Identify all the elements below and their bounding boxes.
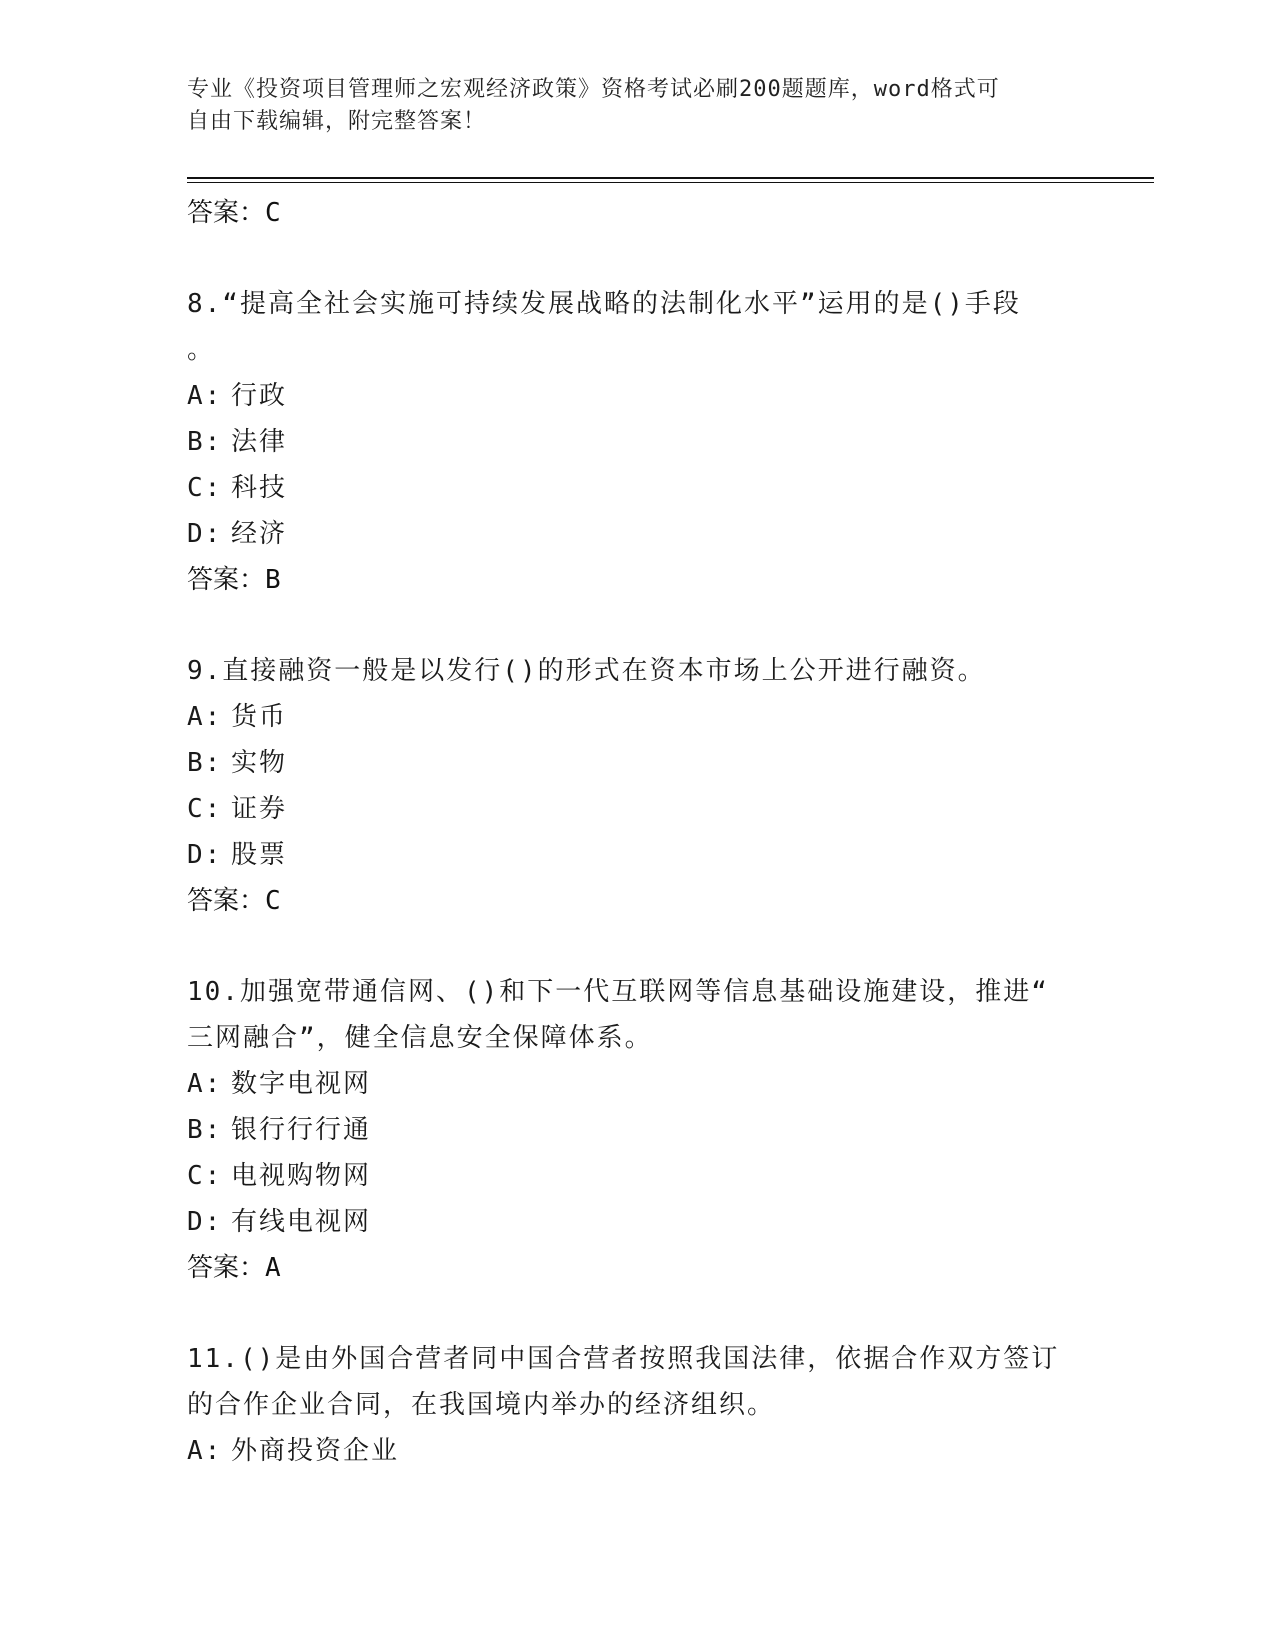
option-a bbox=[187, 694, 1087, 740]
option-text: 数字电视网 bbox=[231, 1069, 372, 1099]
answer-prefix: 答案： bbox=[187, 198, 266, 228]
option-c bbox=[187, 786, 1087, 832]
answer-letter: A bbox=[265, 1253, 281, 1283]
header-line-2: 自由下载编辑，附完整答案！ bbox=[187, 109, 487, 134]
option-text: 实物 bbox=[231, 748, 288, 778]
option-text: 货币 bbox=[231, 702, 288, 732]
option-key: A: bbox=[187, 1069, 223, 1099]
option-text: 电视购物网 bbox=[231, 1161, 372, 1191]
question-list bbox=[187, 190, 1087, 1474]
option-text: 银行行行通 bbox=[231, 1115, 372, 1145]
question-10 bbox=[187, 969, 1087, 1061]
option-key: C: bbox=[187, 473, 223, 503]
option-text: 科技 bbox=[231, 473, 288, 503]
page-header bbox=[187, 74, 1067, 138]
option-key: B: bbox=[187, 748, 223, 778]
answer-line bbox=[187, 190, 1087, 236]
header-line-1: 专业《投资项目管理师之宏观经济政策》资格考试必刷200题题库，word格式可 bbox=[187, 77, 1000, 102]
option-key: A: bbox=[187, 381, 223, 411]
option-c bbox=[187, 465, 1087, 511]
question-text-line-1: 10.加强宽带通信网、()和下一代互联网等信息基础设施建设，推进“ bbox=[187, 977, 1049, 1007]
option-text: 外商投资企业 bbox=[231, 1436, 400, 1466]
option-b bbox=[187, 1107, 1087, 1153]
question-text-line-1: 11.()是由外国合营者同中国合营者按照我国法律，依据合作双方签订 bbox=[187, 1344, 1060, 1374]
option-key: D: bbox=[187, 519, 223, 549]
answer-prefix: 答案： bbox=[187, 565, 266, 595]
option-key: A: bbox=[187, 1436, 223, 1466]
option-c bbox=[187, 1153, 1087, 1199]
question-text-line-2: 的合作企业合同，在我国境内举办的经济组织。 bbox=[187, 1390, 776, 1420]
option-text: 行政 bbox=[231, 381, 288, 411]
header-rule-thin bbox=[187, 182, 1154, 183]
question-9 bbox=[187, 648, 1087, 694]
option-key: D: bbox=[187, 1207, 223, 1237]
option-d bbox=[187, 832, 1087, 878]
question-8 bbox=[187, 281, 1087, 373]
question-text-line-1: 9.直接融资一般是以发行()的形式在资本市场上公开进行融资。 bbox=[187, 656, 986, 686]
answer-line bbox=[187, 557, 1087, 603]
option-key: C: bbox=[187, 1161, 223, 1191]
option-text: 有线电视网 bbox=[231, 1207, 372, 1237]
option-a bbox=[187, 373, 1087, 419]
option-a bbox=[187, 1061, 1087, 1107]
option-b bbox=[187, 740, 1087, 786]
option-d bbox=[187, 511, 1087, 557]
answer-prefix: 答案： bbox=[187, 1253, 266, 1283]
option-text: 证券 bbox=[231, 794, 288, 824]
option-key: B: bbox=[187, 1115, 223, 1145]
option-d bbox=[187, 1199, 1087, 1245]
question-text-line-2: 。 bbox=[187, 335, 216, 365]
answer-line bbox=[187, 878, 1087, 924]
question-text-line-1: 8.“提高全社会实施可持续发展战略的法制化水平”运用的是()手段 bbox=[187, 289, 1021, 319]
question-11 bbox=[187, 1336, 1087, 1428]
header-rule-thick bbox=[187, 177, 1154, 179]
answer-letter: C bbox=[265, 198, 281, 228]
answer-letter: C bbox=[265, 886, 281, 916]
answer-letter: B bbox=[265, 565, 281, 595]
option-a bbox=[187, 1428, 1087, 1474]
question-text-line-2: 三网融合”，健全信息安全保障体系。 bbox=[187, 1023, 653, 1053]
option-key: A: bbox=[187, 702, 223, 732]
option-text: 法律 bbox=[231, 427, 288, 457]
option-text: 经济 bbox=[231, 519, 288, 549]
option-key: C: bbox=[187, 794, 223, 824]
option-text: 股票 bbox=[231, 840, 288, 870]
option-key: B: bbox=[187, 427, 223, 457]
answer-prefix: 答案： bbox=[187, 886, 266, 916]
option-key: D: bbox=[187, 840, 223, 870]
option-b bbox=[187, 419, 1087, 465]
answer-line bbox=[187, 1245, 1087, 1291]
